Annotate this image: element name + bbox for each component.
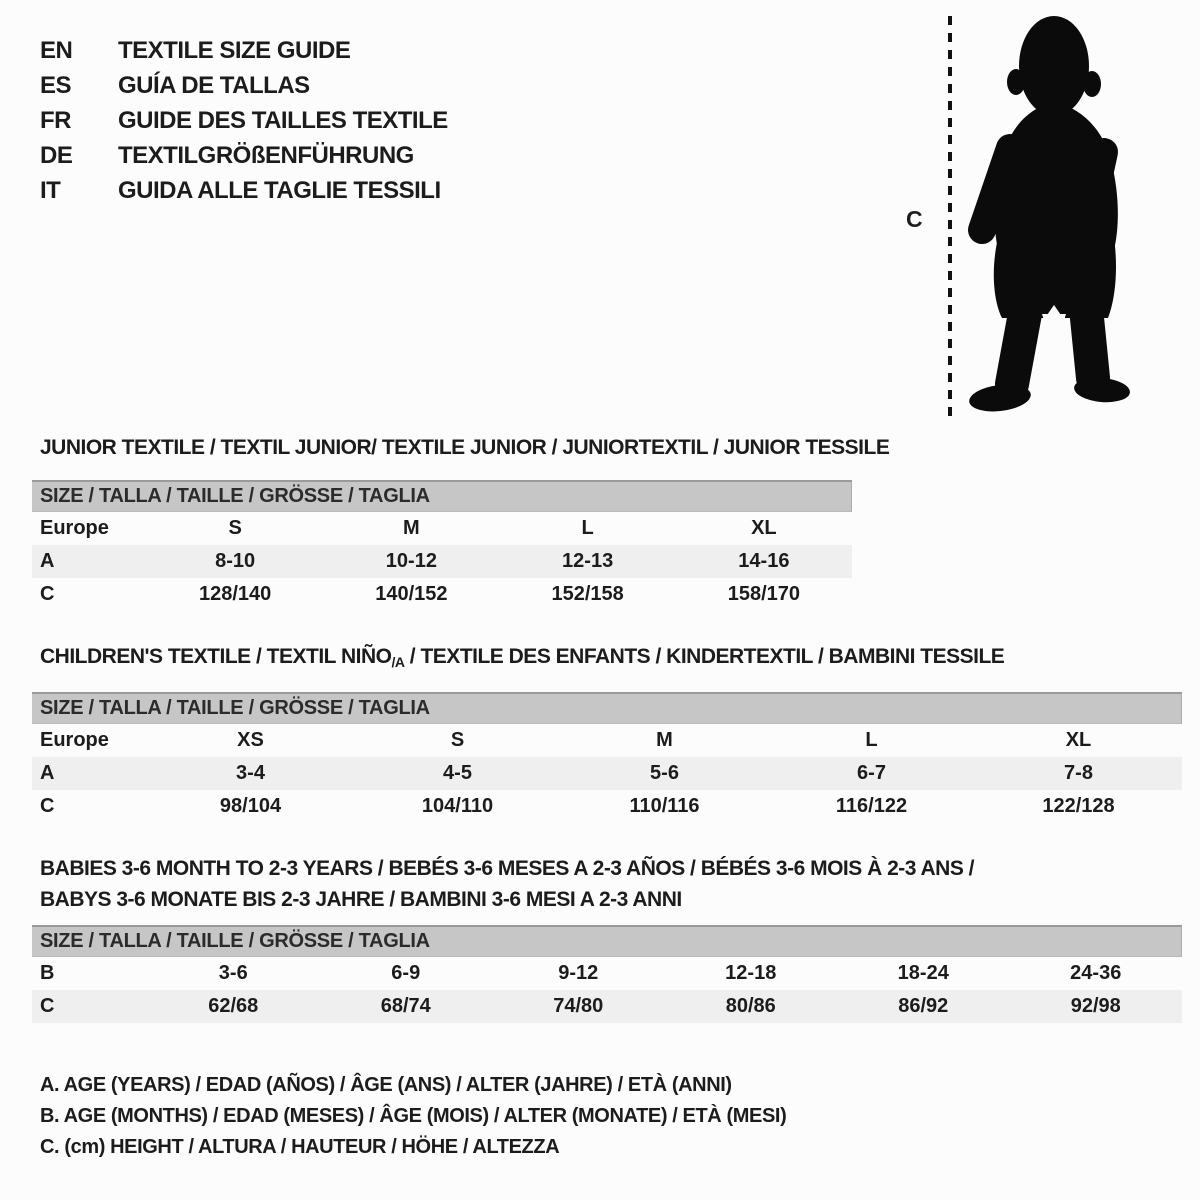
language-row-it	[40, 173, 448, 208]
table-row-age	[32, 757, 1182, 790]
size-cell: 62/68	[208, 995, 259, 1017]
children-title-part2: / TEXTILE DES ENFANTS / KINDERTEXTIL / BAMBINI TESSILE	[404, 645, 1005, 668]
size-cell: 98/104	[219, 795, 282, 817]
size-cell: 140/152	[375, 583, 448, 605]
size-cell: 7-8	[1064, 762, 1093, 784]
size-cell: 3-4	[236, 762, 265, 784]
language-title: GUIDE DES TAILLES TEXTILE	[118, 106, 448, 134]
children-title-part1: CHILDREN'S TEXTILE / TEXTIL NIÑO	[40, 645, 392, 668]
row-label: Europe	[40, 517, 109, 539]
children-section-title	[40, 645, 1004, 670]
row-label: A	[40, 550, 55, 572]
language-title: TEXTILGRÖßENFÜHRUNG	[118, 141, 414, 169]
babies-section-title	[40, 853, 974, 915]
language-code: DE	[40, 141, 73, 169]
babies-size-table	[32, 925, 1182, 1023]
size-cell: 12-13	[562, 550, 614, 572]
size-cell: 92/98	[1070, 995, 1121, 1017]
size-cell: 152/158	[551, 583, 624, 605]
language-list	[40, 33, 448, 208]
table-row-height	[32, 578, 852, 611]
size-cell: 110/116	[629, 795, 700, 817]
row-label: A	[40, 762, 55, 784]
babies-title-line1: BABIES 3-6 MONTH TO 2-3 YEARS / BEBÉS 3-6 MESES A 2-3 AÑOS / BÉBÉS 3-6 MOIS À 2-3 ANS /	[40, 857, 975, 880]
height-measure-label: C	[906, 206, 923, 232]
size-cell: 5-6	[650, 762, 679, 784]
language-code: FR	[40, 106, 71, 134]
babies-title-line2: BABYS 3-6 MONATE BIS 2-3 JAHRE / BAMBINI 3-6 MESI A 2-3 ANNI	[40, 888, 682, 911]
size-cell: XL	[751, 517, 777, 539]
size-cell: M	[656, 729, 673, 751]
size-cell: 6-7	[857, 762, 886, 784]
size-cell: 6-9	[391, 962, 421, 984]
height-measure-dashed-line	[948, 16, 952, 416]
language-row-fr	[40, 103, 448, 138]
size-cell: S	[228, 517, 242, 539]
row-label: B	[40, 962, 55, 984]
size-table-header: SIZE / TALLA / TAILLE / GRÖSSE / TAGLIA	[32, 692, 1182, 724]
size-cell: 74/80	[553, 995, 604, 1017]
size-table-header: SIZE / TALLA / TAILLE / GRÖSSE / TAGLIA	[32, 925, 1182, 957]
size-cell: S	[450, 729, 465, 751]
size-cell: 158/170	[727, 583, 801, 605]
size-cell: 80/86	[725, 995, 776, 1017]
language-code: ES	[40, 71, 72, 99]
legend-line-b: B. AGE (MONTHS) / EDAD (MESES) / ÂGE (MOIS) / ALTER (MONATE) / ETÀ (MESI)	[40, 1105, 787, 1127]
size-cell: XS	[237, 729, 264, 751]
size-cell: 12-18	[725, 962, 777, 984]
table-row-height	[32, 990, 1182, 1023]
size-cell: 14-16	[738, 550, 790, 572]
size-cell: 116/122	[835, 795, 908, 817]
row-label: C	[40, 795, 55, 817]
size-cell: 10-12	[385, 550, 437, 572]
table-row-europe	[32, 512, 852, 545]
size-cell: 122/128	[1042, 795, 1115, 817]
size-cell: 9-12	[558, 962, 599, 984]
language-code: EN	[40, 36, 73, 64]
legend	[40, 1070, 786, 1163]
language-title: TEXTILE SIZE GUIDE	[118, 36, 351, 64]
size-cell: 104/110	[421, 795, 494, 817]
size-cell: L	[581, 517, 594, 539]
row-label: C	[40, 995, 55, 1017]
junior-section-title: JUNIOR TEXTILE / TEXTIL JUNIOR/ TEXTILE JUNIOR / JUNIORTEXTIL / JUNIOR TESSILE	[40, 436, 890, 459]
size-cell: 128/140	[198, 583, 272, 605]
legend-line-a: A. AGE (YEARS) / EDAD (AÑOS) / ÂGE (ANS) / ALTER (JAHRE) / ETÀ (ANNI)	[40, 1074, 732, 1096]
language-row-es	[40, 68, 448, 103]
children-title-subscript: /A	[391, 654, 405, 670]
language-row-de	[40, 138, 448, 173]
language-title: GUÍA DE TALLAS	[118, 71, 310, 99]
junior-size-table	[32, 480, 852, 611]
children-size-table	[32, 692, 1182, 823]
table-row-europe	[32, 724, 1182, 757]
size-cell: 68/74	[380, 995, 431, 1017]
size-cell: 24-36	[1070, 962, 1122, 984]
table-row-age	[32, 545, 852, 578]
row-label: Europe	[40, 729, 109, 751]
size-cell: 8-10	[215, 550, 256, 572]
legend-line-c: C. (cm) HEIGHT / ALTURA / HAUTEUR / HÖHE / ALTEZZA	[40, 1136, 560, 1158]
language-row-en	[40, 33, 448, 68]
table-row-months	[32, 957, 1182, 990]
language-code: IT	[40, 176, 61, 204]
size-table-header: SIZE / TALLA / TAILLE / GRÖSSE / TAGLIA	[32, 480, 852, 512]
table-row-height	[32, 790, 1182, 823]
size-cell: 18-24	[897, 962, 949, 984]
toddler-silhouette-icon	[962, 10, 1142, 415]
size-cell: 3-6	[218, 962, 248, 984]
size-cell: M	[403, 517, 420, 539]
language-title: GUIDA ALLE TAGLIE TESSILI	[118, 176, 441, 204]
size-cell: L	[865, 729, 878, 751]
row-label: C	[40, 583, 55, 605]
size-cell: 86/92	[898, 995, 949, 1017]
size-cell: 4-5	[443, 762, 472, 784]
size-cell: XL	[1065, 729, 1092, 751]
